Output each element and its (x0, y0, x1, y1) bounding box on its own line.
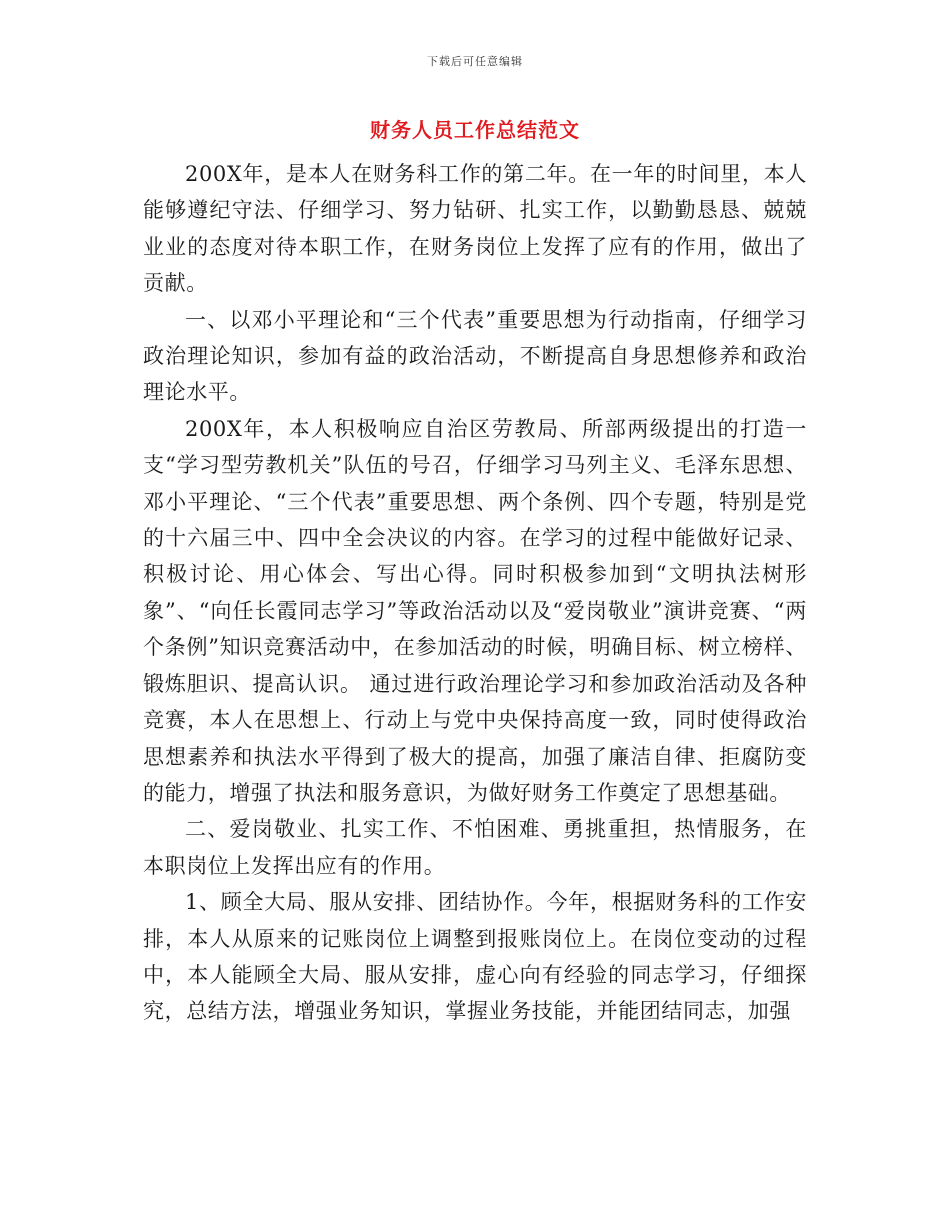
document-body (143, 156, 807, 1030)
paragraph-section-two-heading: 二、爱岗敬业、扎实工作、不怕困难、勇挑重担，热情服务，在本职岗位上发挥出应有的作用。 (143, 817, 807, 878)
paragraph-intro: 200X年，是本人在财务科工作的第二年。在一年的时间里，本人能够遵纪守法、仔细学习、努力钻研、扎实工作，以勤勤恳恳、兢兢业业的态度对待本职工作，在财务岗位上发挥了应有的作用，做出了贡献。 (143, 162, 807, 296)
document-title: 财务人员工作总结范文 (370, 118, 580, 142)
paragraph-study-activities: 200X年，本人积极响应自治区劳教局、所部两级提出的打造一支“学习型劳教机关”队伍的号召，仔细学习马列主义、毛泽东思想、邓小平理论、“三个代表”重要思想、两个条例、四个专题，特别是党的十六届三中、四中全会决议的内容。在学习的过程中能做好记录、积极讨论、用心体会、写出心得。同时积极参加到“文明执法树形象”、“向任长霞同志学习”等政治活动以及“爱岗敬业”演讲竞赛、“两个条例”知识竞赛活动中，在参加活动的时候，明确目标、树立榜样、锻炼胆识、提高认识。 通过进行政治理论学习和参加政治活动及各种竞赛，本人在思想上、行动上与党中央保持高度一致，同时使得政治思想素养和执法水平得到了极大的提高，加强了廉洁自律、拒腐防变的能力，增强了执法和服务意识，为做好财务工作奠定了思想基础。 (143, 416, 807, 805)
paragraph-point-one: 1、顾全大局、服从安排、团结协作。今年，根据财务科的工作安排，本人从原来的记账岗位上调整到报账岗位上。在岗位变动的过程中，本人能顾全大局、服从安排，虚心向有经验的同志学习，仔细探究，总结方法，增强业务知识，掌握业务技能，并能团结同志，加强 (143, 890, 807, 1024)
paragraph-section-one-heading: 一、以邓小平理论和“三个代表”重要思想为行动指南，仔细学习政治理论知识，参加有益的政治活动，不断提高自身思想修养和政治理论水平。 (143, 307, 807, 405)
page-header-note: 下载后可任意编辑 (427, 55, 523, 68)
